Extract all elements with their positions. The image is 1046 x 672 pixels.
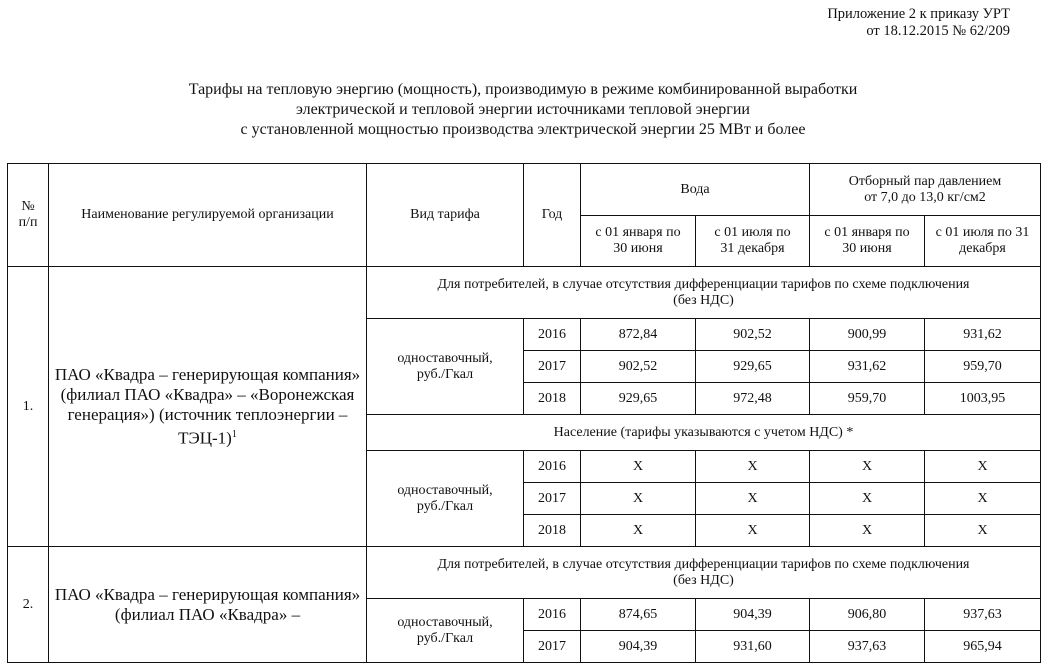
year-cell: 2018 — [524, 515, 581, 547]
value-cell: 904,39 — [581, 631, 696, 663]
title-line-1: Тарифы на тепловую энергию (мощность), производимую в режиме комбинированной выработки — [188, 81, 858, 98]
org1-tariff-2: одноставочный, руб./Гкал — [367, 451, 524, 547]
header-period-3: с 01 января по 30 июня — [810, 216, 925, 267]
value-cell: Х — [925, 515, 1041, 547]
header-org: Наименование регулируемой организации — [49, 164, 367, 267]
value-cell: Х — [696, 451, 810, 483]
header-row-1 — [8, 164, 1041, 216]
org1-name: ПАО «Квадра – генерирующая компания» (филиал ПАО «Квадра» – «Воронежская генерация») (источник теплоэнергии – ТЭЦ-1) — [54, 364, 361, 448]
year-cell: 2017 — [524, 631, 581, 663]
org1-num: 1. — [8, 267, 49, 547]
org1-section-consumers — [8, 267, 1041, 319]
value-cell: Х — [925, 483, 1041, 515]
value-cell: 902,52 — [696, 319, 810, 351]
year-cell: 2018 — [524, 383, 581, 415]
value-cell: 902,52 — [581, 351, 696, 383]
header-num: № п/п — [8, 164, 49, 267]
year-cell: 2017 — [524, 483, 581, 515]
title-line-2: электрической и тепловой энергии источниками тепловой энергии — [296, 101, 750, 118]
year-cell: 2016 — [524, 451, 581, 483]
org1-footnote: 1 — [231, 428, 237, 440]
year-cell: 2016 — [524, 319, 581, 351]
header-period-2: с 01 июля по 31 декабря — [696, 216, 810, 267]
org2-num: 2. — [8, 547, 49, 663]
appendix-line-1: Приложение 2 к приказу УРТ — [827, 6, 1010, 22]
header-steam: Отборный пар давлением от 7,0 до 13,0 кг/см2 — [810, 164, 1041, 216]
value-cell: Х — [810, 515, 925, 547]
tariff-table — [7, 163, 1041, 663]
org1-name-cell — [49, 267, 367, 547]
title-line-3: с установленной мощностью производства электрической энергии 25 МВт и более — [240, 121, 806, 138]
value-cell: 959,70 — [810, 383, 925, 415]
value-cell: 874,65 — [581, 599, 696, 631]
org2-section-consumers — [8, 547, 1041, 599]
value-cell: Х — [696, 483, 810, 515]
value-cell: Х — [810, 483, 925, 515]
value-cell: 929,65 — [696, 351, 810, 383]
value-cell: 906,80 — [810, 599, 925, 631]
value-cell: 900,99 — [810, 319, 925, 351]
header-period-4: с 01 июля по 31 декабря — [925, 216, 1041, 267]
value-cell: 1003,95 — [925, 383, 1041, 415]
year-cell: 2017 — [524, 351, 581, 383]
year-cell: 2016 — [524, 599, 581, 631]
value-cell: Х — [581, 451, 696, 483]
org1-section-1-label: Для потребителей, в случае отсутствия дифференциации тарифов по схеме подключения (без НДС) — [367, 267, 1041, 319]
value-cell: 929,65 — [581, 383, 696, 415]
header-period-1: с 01 января по 30 июня — [581, 216, 696, 267]
value-cell: 972,48 — [696, 383, 810, 415]
value-cell: 931,62 — [810, 351, 925, 383]
org1-tariff-1: одноставочный, руб./Гкал — [367, 319, 524, 415]
value-cell: Х — [581, 515, 696, 547]
header-tariff-type: Вид тарифа — [367, 164, 524, 267]
value-cell: 904,39 — [696, 599, 810, 631]
value-cell: 931,62 — [925, 319, 1041, 351]
header-year: Год — [524, 164, 581, 267]
value-cell: 872,84 — [581, 319, 696, 351]
document-title — [0, 80, 1046, 140]
appendix-reference — [827, 6, 1010, 40]
value-cell: Х — [581, 483, 696, 515]
value-cell: 931,60 — [696, 631, 810, 663]
value-cell: 937,63 — [810, 631, 925, 663]
appendix-line-2: от 18.12.2015 № 62/209 — [866, 23, 1010, 39]
header-water: Вода — [581, 164, 810, 216]
org2-tariff-1: одноставочный, руб./Гкал — [367, 599, 524, 663]
org2-name: ПАО «Квадра – генерирующая компания» (филиал ПАО «Квадра» – — [49, 547, 367, 663]
value-cell: 937,63 — [925, 599, 1041, 631]
value-cell: Х — [925, 451, 1041, 483]
org1-section-2-label: Население (тарифы указываются с учетом НДС) * — [367, 415, 1041, 451]
org2-section-1-label: Для потребителей, в случае отсутствия дифференциации тарифов по схеме подключения (без НДС) — [367, 547, 1041, 599]
value-cell: Х — [696, 515, 810, 547]
value-cell: 965,94 — [925, 631, 1041, 663]
value-cell: Х — [810, 451, 925, 483]
value-cell: 959,70 — [925, 351, 1041, 383]
